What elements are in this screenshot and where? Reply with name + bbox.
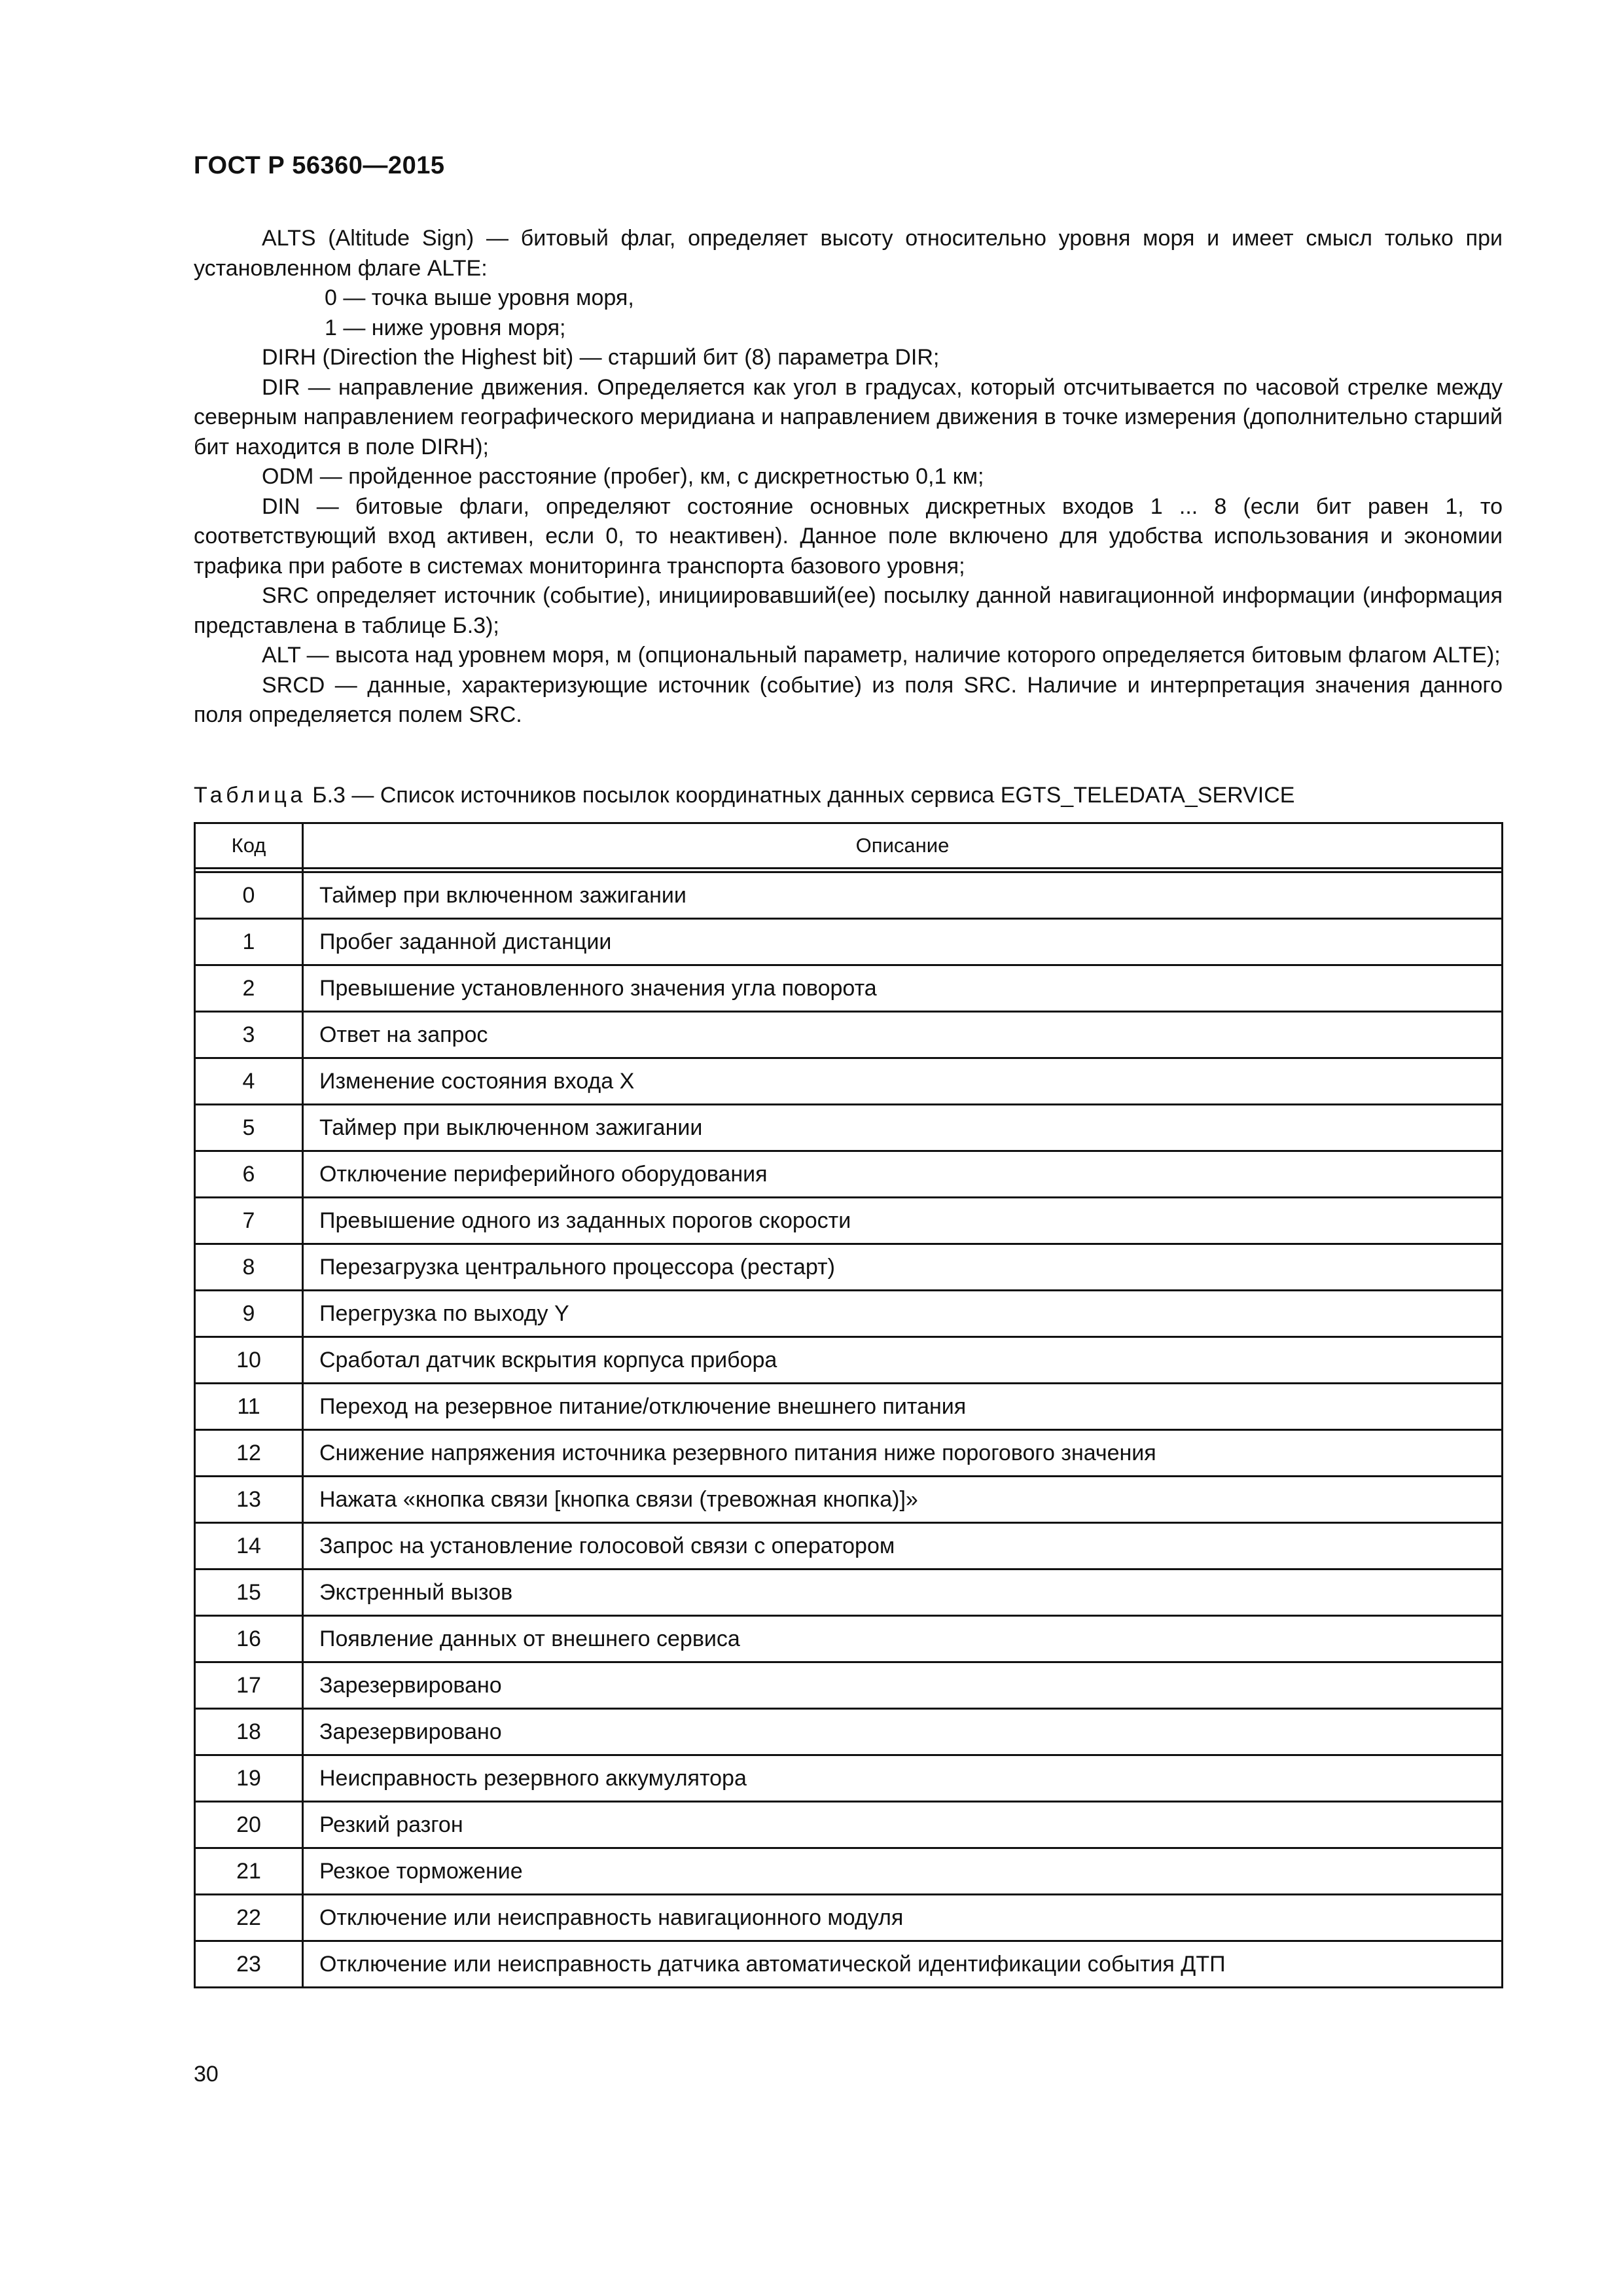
description-cell: Пробег заданной дистанции — [303, 919, 1503, 965]
code-cell: 6 — [195, 1151, 303, 1198]
code-cell: 17 — [195, 1662, 303, 1709]
paragraph-alt: ALT — высота над уровнем моря, м (опциональный параметр, наличие которого определяется битовым флагом ALTE); — [262, 643, 1501, 668]
code-cell: 19 — [195, 1755, 303, 1802]
page-number: 30 — [194, 2062, 219, 2087]
description-cell: Таймер при выключенном зажигании — [303, 1105, 1503, 1151]
table-row — [195, 1198, 1503, 1244]
code-cell: 1 — [195, 919, 303, 965]
paragraph-srcd: SRCD — данные, характеризующие источник (событие) из поля SRC. Наличие и интерпретация значения данного поля определяется полем SRC. — [194, 672, 1503, 727]
paragraph-alts-option-1: 1 — ниже уровня моря; — [325, 315, 566, 340]
code-cell: 11 — [195, 1384, 303, 1430]
table-caption-label: Таблица — [194, 783, 306, 808]
code-cell: 10 — [195, 1337, 303, 1384]
table-row — [195, 1384, 1503, 1430]
table-row — [195, 1570, 1503, 1616]
description-cell: Перегрузка по выходу Y — [303, 1291, 1503, 1337]
table-header-row — [195, 823, 1503, 869]
description-cell: Ответ на запрос — [303, 1012, 1503, 1058]
table-row — [195, 1012, 1503, 1058]
description-cell: Отключение или неисправность датчика автоматической идентификации события ДТП — [303, 1941, 1503, 1988]
table-row — [195, 1337, 1503, 1384]
table-row — [195, 1616, 1503, 1662]
paragraph-dir: DIR — направление движения. Определяется как угол в градусах, который отсчитывается по часовой стрелке между северным направлением географического меридиана и направлением движения в точке измерения (дополнительно старший бит находится в поле DIRH); — [194, 374, 1503, 459]
description-cell: Нажата «кнопка связи [кнопка связи (тревожная кнопка)]» — [303, 1477, 1503, 1523]
table-row — [195, 1848, 1503, 1895]
description-cell: Сработал датчик вскрытия корпуса прибора — [303, 1337, 1503, 1384]
code-cell: 2 — [195, 965, 303, 1012]
description-cell: Зарезервировано — [303, 1662, 1503, 1709]
code-cell: 16 — [195, 1616, 303, 1662]
code-cell: 5 — [195, 1105, 303, 1151]
table-row — [195, 1244, 1503, 1291]
table-row — [195, 1151, 1503, 1198]
table-row — [195, 1523, 1503, 1570]
description-cell: Запрос на установление голосовой связи с оператором — [303, 1523, 1503, 1570]
code-cell: 7 — [195, 1198, 303, 1244]
table-row — [195, 1662, 1503, 1709]
code-cell: 12 — [195, 1430, 303, 1477]
description-cell: Резкий разгон — [303, 1802, 1503, 1848]
table-caption-text: Б.3 — Список источников посылок координатных данных сервиса EGTS_TELEDATA_SERVICE — [312, 783, 1295, 808]
description-cell: Резкое торможение — [303, 1848, 1503, 1895]
code-cell: 15 — [195, 1570, 303, 1616]
table-row — [195, 872, 1503, 919]
paragraph-din: DIN — битовые флаги, определяют состояние основных дискретных входов 1 ... 8 (если бит равен 1, то соответствующий вход активен, если 0, то неактивен). Данное поле включено для удобства использования и экономии трафика при работе в системах мониторинга транспорта базового уровня; — [194, 493, 1503, 579]
table-row — [195, 1802, 1503, 1848]
table-row — [195, 1291, 1503, 1337]
paragraph-alts-option-0: 0 — точка выше уровня моря, — [325, 285, 634, 310]
code-cell: 0 — [195, 872, 303, 919]
description-cell: Переход на резервное питание/отключение внешнего питания — [303, 1384, 1503, 1430]
description-cell: Превышение установленного значения угла поворота — [303, 965, 1503, 1012]
description-cell: Появление данных от внешнего сервиса — [303, 1616, 1503, 1662]
table-row — [195, 1755, 1503, 1802]
document-header: ГОСТ Р 56360—2015 — [194, 152, 445, 179]
description-cell: Изменение состояния входа X — [303, 1058, 1503, 1105]
code-cell: 18 — [195, 1709, 303, 1755]
description-cell: Неисправность резервного аккумулятора — [303, 1755, 1503, 1802]
table-caption — [194, 783, 1294, 808]
paragraph-alts: ALTS (Altitude Sign) — битовый флаг, определяет высоту относительно уровня моря и имеет смысл только при установленном флаге ALTE: — [194, 226, 1503, 281]
paragraph-dirh: DIRH (Direction the Highest bit) — старший бит (8) параметра DIR; — [262, 345, 940, 370]
description-cell: Экстренный вызов — [303, 1570, 1503, 1616]
body-text — [194, 224, 1503, 730]
column-header-description: Описание — [303, 823, 1503, 869]
table-row — [195, 1895, 1503, 1941]
code-cell: 20 — [195, 1802, 303, 1848]
description-cell: Отключение периферийного оборудования — [303, 1151, 1503, 1198]
paragraph-odm: ODM — пройденное расстояние (пробег), км, с дискретностью 0,1 км; — [262, 464, 984, 489]
table-row — [195, 1430, 1503, 1477]
table-row — [195, 965, 1503, 1012]
code-cell: 8 — [195, 1244, 303, 1291]
description-cell: Превышение одного из заданных порогов скорости — [303, 1198, 1503, 1244]
table-row — [195, 1941, 1503, 1988]
description-cell: Зарезервировано — [303, 1709, 1503, 1755]
table-row — [195, 1058, 1503, 1105]
description-cell: Перезагрузка центрального процессора (рестарт) — [303, 1244, 1503, 1291]
table-row — [195, 919, 1503, 965]
column-header-code: Код — [195, 823, 303, 869]
description-cell: Отключение или неисправность навигационного модуля — [303, 1895, 1503, 1941]
table-row — [195, 1105, 1503, 1151]
code-cell: 21 — [195, 1848, 303, 1895]
code-cell: 23 — [195, 1941, 303, 1988]
code-cell: 13 — [195, 1477, 303, 1523]
description-cell: Снижение напряжения источника резервного питания ниже порогового значения — [303, 1430, 1503, 1477]
code-cell: 14 — [195, 1523, 303, 1570]
code-cell: 3 — [195, 1012, 303, 1058]
sources-table — [194, 822, 1503, 1988]
paragraph-src: SRC определяет источник (событие), инициировавший(ее) посылку данной навигационной информации (информация представлена в таблице Б.3); — [194, 583, 1503, 638]
code-cell: 22 — [195, 1895, 303, 1941]
description-cell: Таймер при включенном зажигании — [303, 872, 1503, 919]
table-row — [195, 1709, 1503, 1755]
code-cell: 9 — [195, 1291, 303, 1337]
table-row — [195, 1477, 1503, 1523]
code-cell: 4 — [195, 1058, 303, 1105]
